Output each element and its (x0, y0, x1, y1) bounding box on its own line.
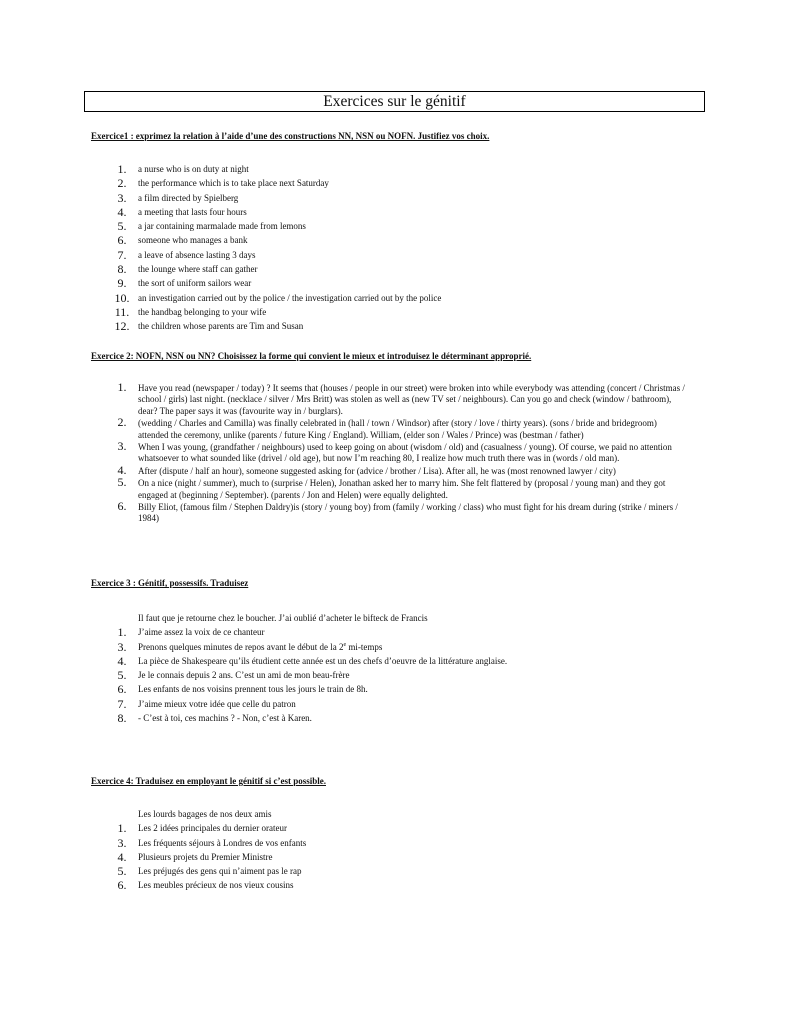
item-text: Il faut que je retourne chez le boucher. J’ai oublié d’acheter le bifteck de Francis (138, 613, 428, 623)
list-item (110, 319, 441, 333)
list-item (110, 611, 507, 625)
item-text: Plusieurs projets du Premier Ministre (138, 851, 273, 862)
item-text: a nurse who is on duty at night (138, 164, 249, 174)
list-item (110, 233, 441, 247)
item-number: 11. (114, 304, 130, 319)
exercise-2-heading: Exercice 2: NOFN, NSN ou NN? Choisissez la forme qui convient le mieux et introduisez le déterminant approprié. (91, 351, 532, 361)
item-text: the performance which is to take place next Saturday (138, 178, 329, 189)
item-number: 4. (117, 653, 127, 668)
item-text: Les lourds bagages de nos deux amis (138, 809, 272, 819)
item-number: 2. (117, 415, 127, 430)
list-item (110, 682, 507, 696)
item-number: 1. (117, 625, 127, 640)
list-item (110, 305, 441, 319)
item-text: a jar containing marmalade made from lemons (138, 221, 306, 232)
exercise-3-list (110, 611, 507, 725)
list-item (110, 262, 441, 276)
item-text-before: Prenons quelques minutes de repos avant le début de la 2 (138, 641, 344, 652)
list-item (110, 248, 441, 262)
list-item (110, 640, 507, 654)
item-number: 3. (117, 835, 127, 850)
item-text: the handbag belonging to your wife (138, 306, 267, 317)
item-text: a leave of absence lasting 3 days (138, 249, 256, 260)
item-number: 6. (117, 233, 127, 248)
exercise-1-heading: Exercice1 : exprimez la relation à l’aide d’une des constructions NN, NSN ou NOFN. Justifiez vos choix. (91, 131, 490, 141)
item-text: On a nice (night / summer), much to (surprise / Helen), Jonathan asked her to marry him. She felt flattered by (proposal / young man) and they got engaged at (beginning / September). (parents / Jon and Helen) were equally delighted. (138, 478, 666, 500)
list-item (110, 697, 507, 711)
item-number: 2. (117, 176, 127, 191)
item-text: Billy Eliot, (famous film / Stephen Daldry)is (story / young boy) from (family / working / class) who must fight for his dream during (strike / miners / 1984) (138, 502, 678, 524)
item-number: 5. (117, 219, 127, 234)
list-item (110, 276, 441, 290)
list-item (110, 878, 306, 892)
list-item (110, 864, 306, 878)
list-item (110, 475, 688, 502)
item-text: Les préjugés des gens qui n’aiment pas le rap (138, 866, 302, 877)
list-item (110, 176, 441, 190)
item-text: Les enfants de nos voisins prennent tous les jours le train de 8h. (138, 684, 368, 695)
item-text: Je le connais depuis 2 ans. C’est un ami de mon beau-frère (138, 670, 350, 681)
item-text: the lounge where staff can gather (138, 264, 258, 275)
list-item (110, 836, 306, 850)
list-item (110, 850, 306, 864)
item-number: 7. (117, 247, 127, 262)
item-number: 7. (117, 696, 127, 711)
list-item (110, 439, 688, 466)
item-number: 8. (117, 262, 127, 277)
item-number: 4. (117, 462, 127, 477)
list-item (110, 205, 441, 219)
item-text-after: mi-temps (346, 641, 383, 652)
item-number: 3. (117, 439, 127, 454)
list-item (110, 291, 441, 305)
item-number: 10. (114, 290, 130, 305)
item-text: Les meubles précieux de nos vieux cousins (138, 880, 294, 891)
item-number: 4. (117, 849, 127, 864)
item-text: a meeting that lasts four hours (138, 206, 247, 217)
item-text: the sort of uniform sailors wear (138, 278, 252, 289)
list-item (110, 219, 441, 233)
item-number: 6. (117, 499, 127, 514)
exercise-3-heading: Exercice 3 : Génitif, possessifs. Traduisez (91, 578, 249, 588)
item-number: 1. (117, 380, 127, 394)
item-text: - C’est à toi, ces machins ? - Non, c’est à Karen. (138, 713, 312, 724)
list-item (110, 625, 507, 639)
document-title: Exercices sur le génitif (84, 91, 705, 112)
item-number: 6. (117, 682, 127, 697)
item-number: 8. (117, 711, 127, 726)
item-text: Have you read (newspaper / today) ? It seems that (houses / people in our street) were broken into while everybody was attending (concert / Christmas / school / girls) last night. (necklace / silver / Mrs Britt) was stolen as well as (new TV set / neighbours). Can you go and check (window / bathroom), dear? The paper says it was (favourite way in / burglars). (138, 383, 685, 416)
exercise-2-list (110, 380, 688, 526)
list-item (110, 807, 306, 821)
list-item (110, 499, 688, 526)
list-item (110, 711, 507, 725)
item-text: a film directed by Spielberg (138, 192, 239, 203)
item-number: 5. (117, 475, 127, 490)
item-number: 1. (117, 821, 127, 836)
list-item (110, 415, 688, 442)
list-item (110, 668, 507, 682)
list-item (110, 162, 441, 176)
item-text: the children whose parents are Tim and Susan (138, 321, 304, 332)
list-item (110, 380, 688, 418)
item-text: When I was young, (grandfather / neighbours) used to keep going on about (wisdom / old) and (casualness / young). Of course, we paid no attention whatsoever to what sounded like (drivel / old age), but now I’m reaching 80, I realize how much truth there was in (words / old man). (138, 442, 672, 464)
list-item (110, 821, 306, 835)
list-item (110, 654, 507, 668)
exercise-4-heading: Exercice 4: Traduisez en employant le génitif si c’est possible. (91, 776, 326, 786)
item-number: 1. (117, 162, 127, 176)
item-number: 4. (117, 204, 127, 219)
superscript: e (343, 641, 347, 648)
item-text: an investigation carried out by the police / the investigation carried out by the police (138, 292, 442, 303)
item-text: Les 2 idées principales du dernier orateur (138, 823, 287, 834)
item-number: 5. (117, 668, 127, 683)
item-number: 5. (117, 864, 127, 879)
item-text: J’aime mieux votre idée que celle du patron (138, 698, 296, 709)
item-text: La pièce de Shakespeare qu’ils étudient cette année est un des chefs d’oeuvre de la littérature anglaise. (138, 655, 508, 666)
item-number: 6. (117, 878, 127, 893)
item-number: 3. (117, 190, 127, 205)
item-text: After (dispute / half an hour), someone suggested asking for (advice / brother / Lisa). After all, he was (most renowned lawyer / city) (138, 465, 616, 476)
item-number: 9. (117, 276, 127, 291)
list-item (110, 462, 688, 478)
item-number: 12. (114, 319, 130, 334)
item-text: (wedding / Charles and Camilla) was finally celebrated in (hall / town / Windsor) after (story / love / thirty years). (sons / bride and bridegroom) attended the ceremony, unlike (parents / future King / England). William, (elder son / Wales / Prince) was (bestman / father) (138, 418, 657, 440)
item-text: someone who manages a bank (138, 235, 248, 246)
item-text: Les fréquents séjours à Londres de vos enfants (138, 837, 307, 848)
item-text: J’aime assez la voix de ce chanteur (138, 627, 265, 638)
item-number: 3. (117, 639, 127, 654)
list-item (110, 191, 441, 205)
exercise-4-list (110, 807, 306, 893)
exercise-1-list (110, 162, 441, 334)
